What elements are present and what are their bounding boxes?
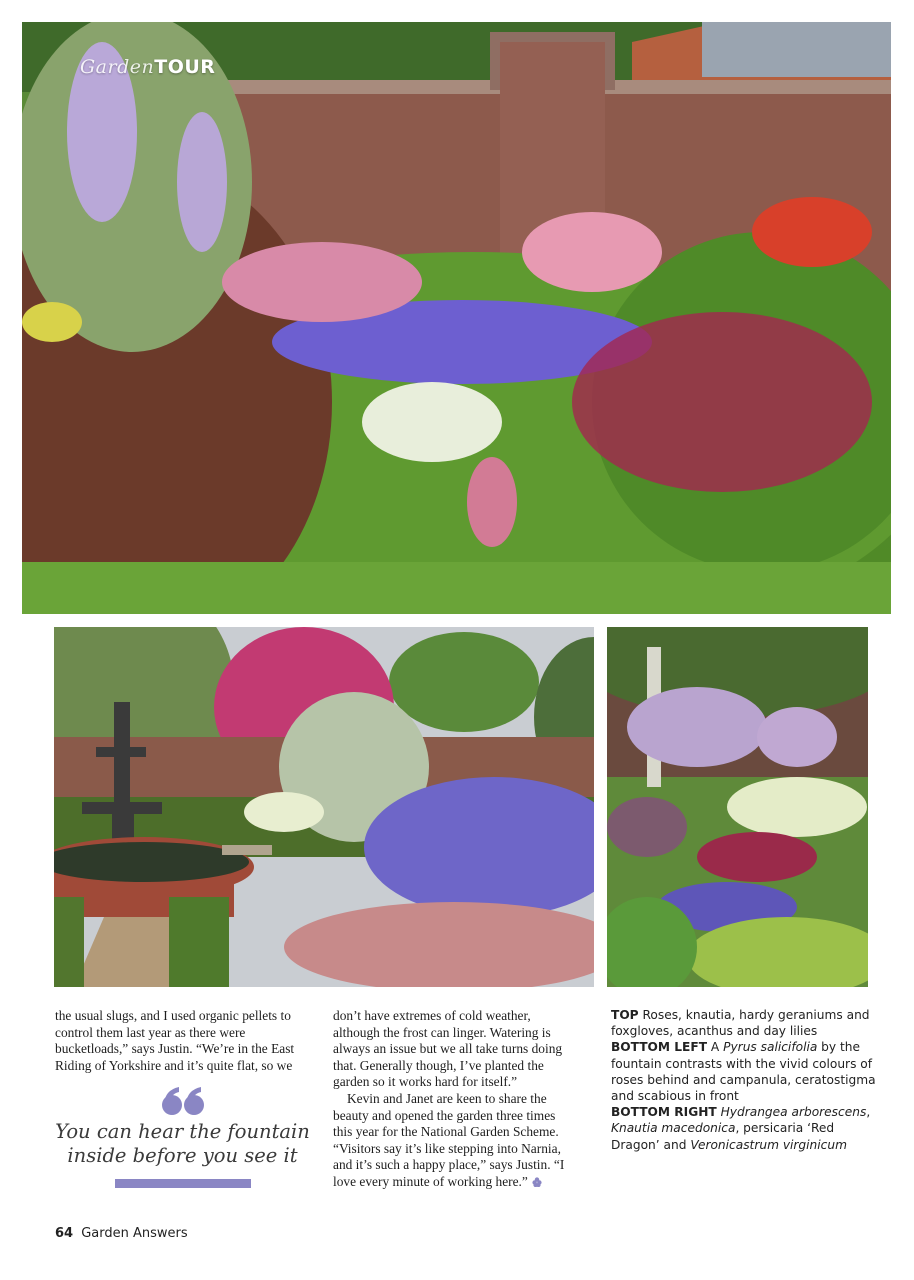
end-flower-icon	[532, 1177, 542, 1187]
border-planting-illustration	[607, 627, 868, 987]
section-tag-bold: TOUR	[154, 56, 216, 78]
page-footer	[55, 1226, 188, 1241]
caption-bottom-left-pre: A	[707, 1040, 724, 1055]
caption-bottom-right-italic1: Hydrangea arborescens	[716, 1105, 867, 1120]
bottom-left-fountain-photo	[54, 627, 594, 987]
article-text-col1: the usual slugs, and I used organic pellets to control them last year as there were bucketloads,” says Justin. “We’re in the East Riding of Yorkshire and it’s quite flat, so we	[55, 1008, 295, 1073]
caption-bottom-left	[611, 1039, 881, 1104]
magazine-name: Garden Answers	[81, 1226, 188, 1241]
caption-bottom-right-label: BOTTOM RIGHT	[611, 1105, 717, 1120]
article-column-1	[55, 1008, 305, 1074]
caption-bottom-left-post: by the fountain contrasts with the vivid colours of roses behind and campanula, ceratostigma and scabious in front	[611, 1040, 876, 1104]
caption-top-label: TOP	[611, 1008, 639, 1022]
top-garden-photo	[22, 22, 891, 614]
article-text-col2-p1: don’t have extremes of cold weather, although the frost can linger. Watering is always an issue but we all take turns doing that. Generally though, I’ve planted the garden so it works hard for itself.”	[333, 1008, 563, 1090]
caption-bottom-right-mid: , persicaria ‘Red Dragon’ and	[611, 1121, 835, 1152]
photo-captions	[611, 1007, 881, 1153]
article-column-2	[333, 1008, 578, 1191]
pull-quote	[55, 1086, 310, 1188]
garden-border-illustration	[22, 22, 891, 614]
bottom-right-border-photo	[607, 627, 868, 987]
caption-top	[611, 1007, 881, 1039]
page-number: 64	[55, 1226, 74, 1241]
fountain-garden-illustration	[54, 627, 594, 987]
caption-bottom-right-sep: ,	[866, 1105, 871, 1120]
pull-quote-text: You can hear the fountain inside before you see it	[55, 1120, 310, 1167]
article-text-col2-p2	[333, 1091, 578, 1191]
caption-bottom-right-italic3: Veronicastrum virginicum	[690, 1137, 847, 1152]
article-text-col2-p2-body: Kevin and Janet are keen to share the beauty and opened the garden three times this year for the National Garden Scheme. “Visitors say it’s like stepping into Narnia, and it’s such a happy place,” says Justin. “I love every minute of working here.”	[333, 1090, 565, 1189]
quote-mark-icon	[161, 1086, 205, 1116]
section-tag-script: Garden	[80, 56, 155, 78]
caption-bottom-right-italic2: Knautia macedonica	[611, 1121, 736, 1136]
pull-quote-bar	[115, 1179, 251, 1188]
caption-bottom-left-label: BOTTOM LEFT	[611, 1040, 708, 1055]
section-tag	[80, 56, 215, 78]
caption-top-text: Roses, knautia, hardy geraniums and foxgloves, acanthus and day lilies	[611, 1008, 870, 1039]
caption-bottom-right	[611, 1104, 881, 1153]
caption-bottom-left-italic: Pyrus salicifolia	[723, 1040, 818, 1055]
